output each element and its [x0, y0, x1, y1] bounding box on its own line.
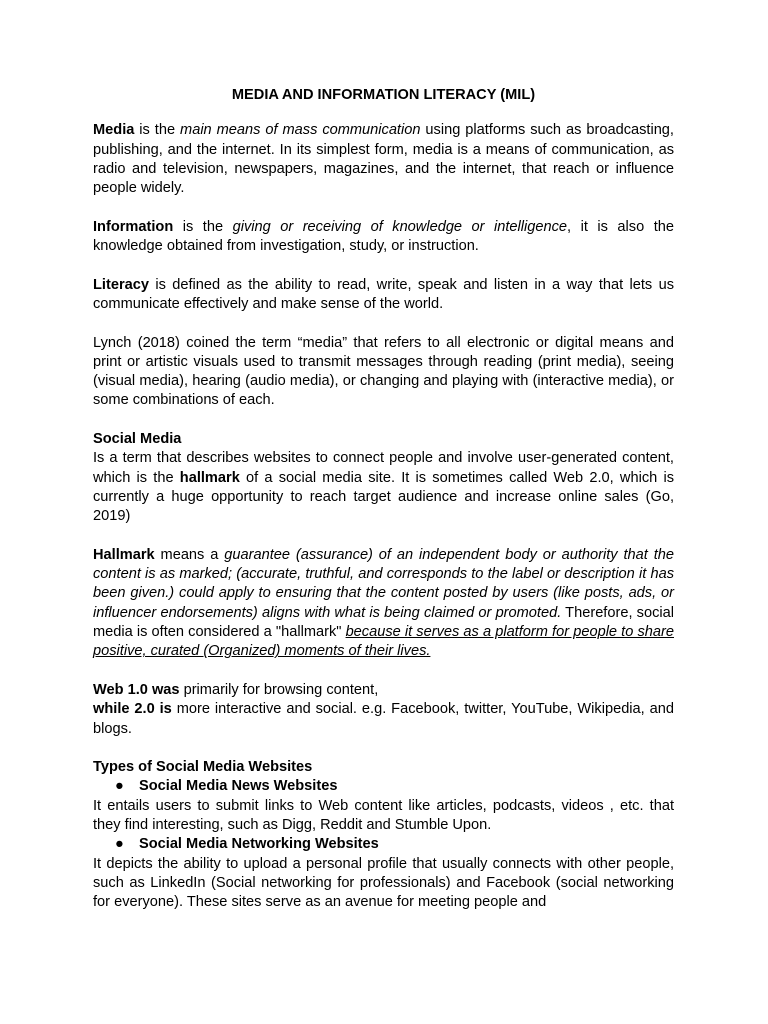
media-text-1: is the [134, 122, 181, 139]
social-media-hallmark-term: hallmark [179, 469, 240, 486]
news-description: It entails users to submit links to Web content like articles, podcasts, videos , etc. that they find interesting, such as Digg, Reddit and Stumble Upon. [93, 797, 674, 833]
media-term: Media [93, 122, 135, 139]
lynch-paragraph: Lynch (2018) coined the term “media” that refers to all electronic or digital means and print or artistic visuals used to transmit messages through reading (print media), seeing (visual media), hearing (audio media), or changing and playing with (interactive media), or some combinations of each. [93, 334, 674, 409]
information-term: Information [93, 218, 174, 235]
web1-line [93, 681, 674, 700]
information-text-1: is the [173, 218, 233, 235]
social-media-text-2: of a social media site. It is sometimes called Web 2.0, which is currently a huge opportunity to reach target audience and increase online sales (Go, 2019) [93, 469, 674, 525]
information-text-2: , it is also the knowledge obtained from investigation, study, or instruction. [93, 218, 674, 255]
bullet-item-news [93, 777, 674, 796]
literacy-text: is defined as the ability to read, write, speak and listen in a way that lets us communicate effectively and make sense of the world. [93, 276, 674, 312]
types-heading: Types of Social Media Websites [93, 759, 313, 776]
media-emphasis: main means of mass communication [180, 122, 421, 139]
bullet-item-networking [93, 835, 674, 854]
media-text-2: using platforms such as broadcasting, publishing, and the internet. In its simplest form, media is a means of communication, as radio and television, newspapers, magazines, and the internet, that reach or influence people widely. [93, 122, 674, 197]
hallmark-underlined: because it serves as a platform for people to share positive, curated (Organized) moments of their lives. [93, 624, 674, 660]
hallmark-text-1: means a [154, 546, 225, 563]
information-emphasis: giving or receiving of knowledge or intelligence [232, 218, 568, 235]
web1-term: Web 1.0 was [93, 681, 180, 698]
social-media-paragraph [93, 449, 674, 526]
information-paragraph [93, 218, 674, 257]
bullet-label-news: Social Media News Websites [139, 778, 338, 795]
networking-description: It depicts the ability to upload a personal profile that usually connects with other people, such as LinkedIn (Social networking for professionals) and Facebook (social networking for everyone). These sites serve as an avenue for meeting people and [93, 855, 674, 911]
bullet-icon: ● [115, 836, 124, 853]
media-paragraph [93, 121, 674, 198]
web2-term: while 2.0 is [93, 701, 172, 718]
hallmark-paragraph [93, 546, 674, 662]
web2-line [93, 700, 674, 739]
bullet-label-networking: Social Media Networking Websites [139, 836, 379, 853]
hallmark-text-2: Therefore, social media is often considered a "hallmark" [93, 604, 674, 641]
social-media-heading: Social Media [93, 431, 182, 448]
web1-text: primarily for browsing content, [179, 681, 379, 698]
hallmark-term: Hallmark [93, 546, 155, 563]
social-media-text-1: Is a term that describes websites to connect people and involve user-generated content, which is the [93, 450, 674, 486]
hallmark-emphasis: guarantee (assurance) of an independent body or authority that the content is as marked; (accurate, truthful, and corresponds to the label or description it has been given.) could apply to ensuring that the content posted by users (like posts, ads, or influencer endorsements) aligns with what is being claimed or promoted. [93, 546, 674, 621]
web2-text: more interactive and social. e.g. Facebook, twitter, YouTube, Wikipedia, and blogs. [93, 701, 674, 737]
literacy-term: Literacy [93, 276, 149, 293]
bullet-icon: ● [115, 778, 124, 795]
literacy-paragraph [93, 276, 674, 315]
page-title: MEDIA AND INFORMATION LITERACY (MIL) [231, 87, 536, 103]
